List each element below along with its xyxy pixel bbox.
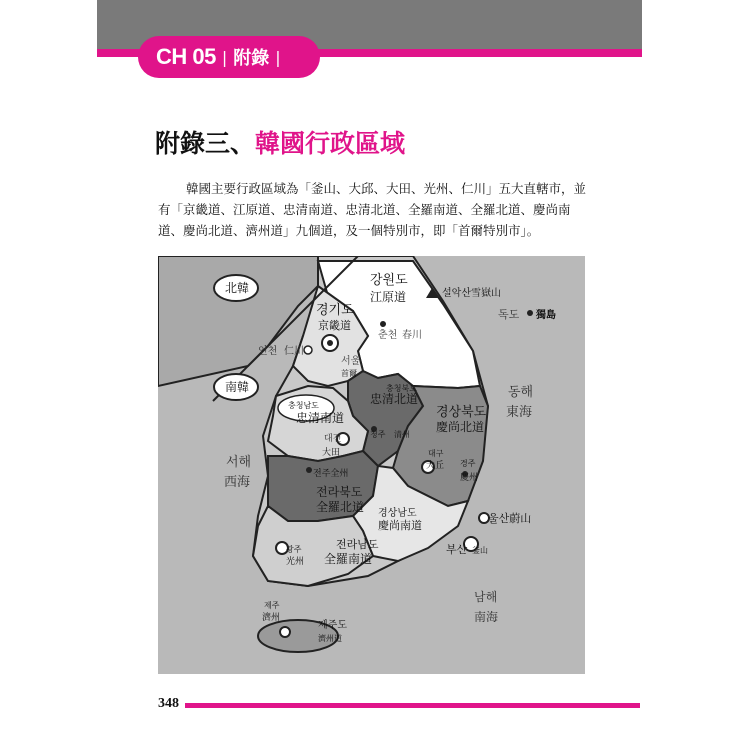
label-chungnam-kr: 충청남도	[288, 401, 319, 410]
label-incheon-kr: 인천	[258, 346, 278, 357]
label-daegu-zh: 大丘	[426, 461, 445, 471]
label-jeonju: 전주全州	[313, 469, 349, 479]
label-seoul-kr: 서울	[341, 356, 361, 367]
label-gyeongbuk-zh: 慶尚北道	[436, 420, 485, 434]
label-daejeon-kr: 대전	[324, 434, 342, 444]
label-jeonbuk-kr: 전라북도	[316, 485, 363, 499]
label-daegu-kr: 대구	[428, 449, 444, 458]
section-label: 附錄	[233, 48, 270, 69]
page-title	[155, 124, 405, 160]
label-gyeongju-zh: 慶州	[460, 473, 479, 483]
label-cheongju-kr: 청주	[370, 430, 386, 439]
label-south-korea: 南韓	[225, 380, 250, 394]
label-chuncheon-kr: 춘천	[378, 330, 398, 341]
separator-right: |	[275, 47, 281, 67]
label-jeju-prov-zh: 濟州道	[318, 634, 342, 643]
label-south-sea-zh: 南海	[474, 610, 499, 624]
label-chungbuk-kr: 충청북도	[386, 384, 417, 393]
page-number: 348	[158, 696, 179, 711]
label-jeju-city-zh: 濟州	[262, 613, 281, 623]
label-gangwon-kr: 강원도	[370, 273, 408, 288]
label-cheongju-zh: 清州	[394, 430, 410, 439]
label-jeonnam-kr: 전라남도	[336, 538, 379, 551]
separator-left: |	[221, 47, 228, 67]
footer-accent-line	[185, 703, 640, 708]
label-gyeongnam-kr: 경상남도	[378, 508, 417, 519]
label-incheon-zh: 仁川	[284, 346, 304, 357]
title-text: 韓國行政區域	[255, 129, 406, 158]
label-chungbuk-zh: 忠清北道	[370, 392, 419, 406]
label-gwangju-kr: 광주	[286, 545, 302, 554]
label-busan-kr: 부산	[446, 543, 468, 556]
map-svg	[158, 256, 585, 674]
chuncheon-marker	[380, 321, 386, 327]
label-seoul-zh: 首爾	[341, 369, 357, 378]
label-gyeongnam-zh: 慶尚南道	[378, 519, 422, 532]
label-dokdo-zh: 獨島	[536, 310, 556, 321]
label-west-sea-kr: 서해	[226, 455, 252, 470]
incheon-marker	[304, 346, 312, 354]
label-west-sea-zh: 西海	[224, 475, 251, 490]
label-gangwon-zh: 江原道	[370, 290, 407, 304]
label-dokdo-kr: 독도	[498, 308, 520, 321]
label-east-sea-zh: 東海	[506, 405, 533, 420]
label-daejeon-zh: 大田	[322, 448, 341, 458]
label-gyeongbuk-kr: 경상북도	[436, 405, 487, 420]
label-gyeongju-kr: 경주	[460, 459, 476, 468]
jeonju-marker	[306, 467, 312, 473]
label-gyeonggi-zh: 京畿道	[318, 319, 351, 332]
label-south-sea-kr: 남해	[474, 590, 498, 604]
label-east-sea-kr: 동해	[508, 385, 534, 400]
label-gwangju-zh: 光州	[286, 557, 305, 567]
label-chungnam-zh: 忠清南道	[296, 411, 345, 425]
label-gyeonggi-kr: 경기도	[316, 303, 354, 318]
label-seorak: 설악산雪嶽山	[442, 288, 501, 299]
chapter-label: CH 05	[156, 44, 216, 69]
label-north-korea: 北韓	[225, 281, 250, 295]
korea-map	[158, 256, 585, 674]
title-prefix: 附錄三、	[155, 129, 256, 158]
label-ulsan: 울산蔚山	[488, 512, 532, 525]
body-paragraph: 韓國主要行政區域為「釜山、大邱、大田、光州、仁川」五大直轄市，並有「京畿道、江原道、忠清南道、忠清北道、全羅南道、全羅北道、慶尚南道、慶尚北道、濟州道」九個道，及一個特別市，即「首爾特別市」。	[158, 181, 587, 238]
chapter-tab	[138, 36, 320, 78]
label-busan-zh: 釜山	[472, 546, 488, 555]
label-chuncheon-zh: 春川	[402, 330, 422, 341]
label-jeju-city-kr: 제주	[264, 601, 280, 610]
label-jeju-prov-kr: 제주도	[318, 620, 347, 631]
jeju-marker	[280, 627, 290, 637]
label-jeonbuk-zh: 全羅北道	[316, 500, 365, 514]
label-jeonnam-zh: 全羅南道	[324, 552, 373, 566]
dokdo-marker	[527, 310, 533, 316]
